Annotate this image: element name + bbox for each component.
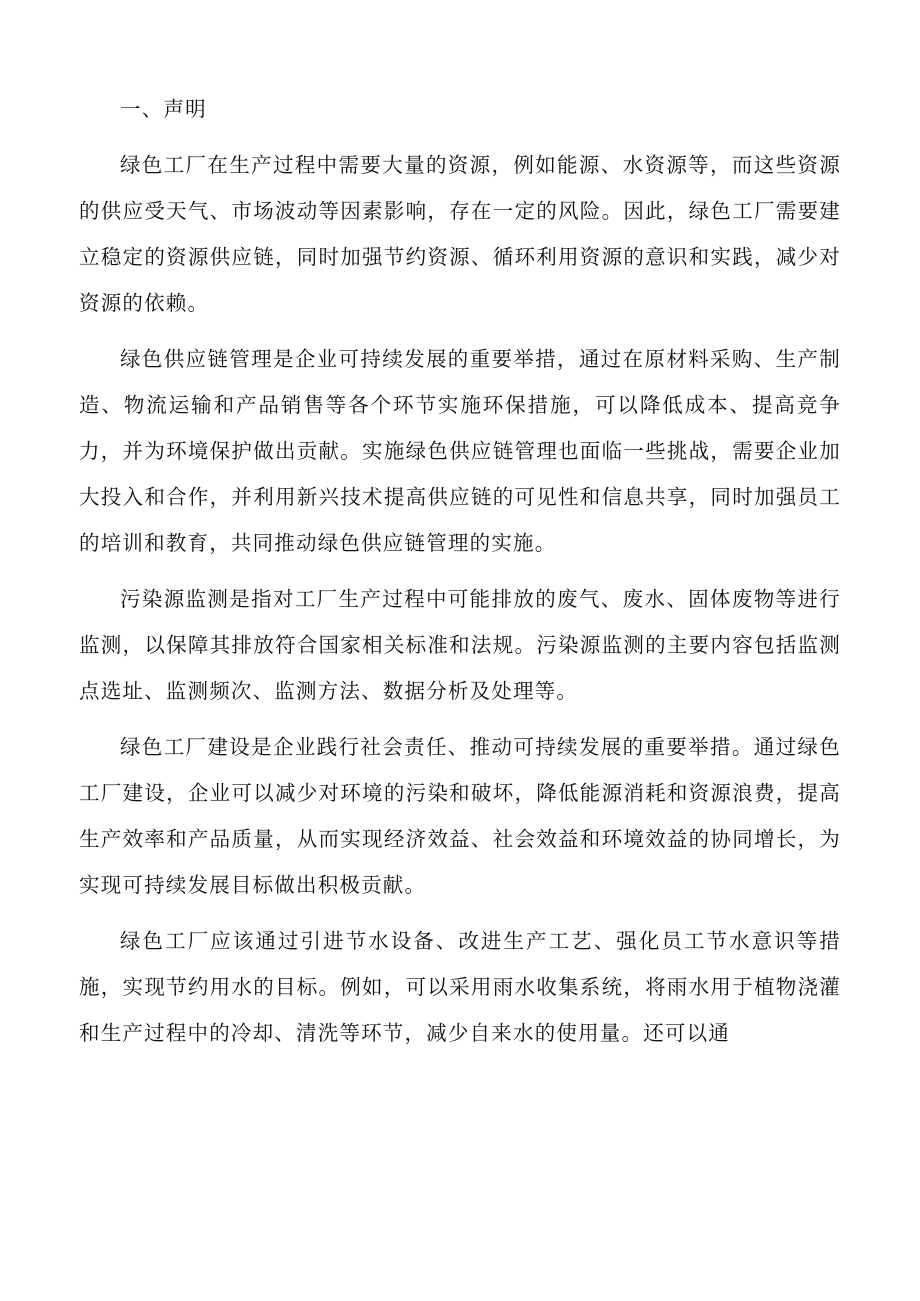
document-page [79, 86, 841, 1066]
paragraph-pollution-monitoring: 污染源监测是指对工厂生产过程中可能排放的废气、废水、固体废物等进行监测，以保障其排放符合国家相关标准和法规。污染源监测的主要内容包括监测点选址、监测频次、监测方法、数据分析及处理等。 [79, 587, 841, 703]
section-heading: 一、声明 [120, 97, 207, 121]
paragraph-resource-supply: 绿色工厂在生产过程中需要大量的资源，例如能源、水资源等，而这些资源的供应受天气、市场波动等因素影响，存在一定的风险。因此，绿色工厂需要建立稳定的资源供应链，同时加强节约资源、循环利用资源的意识和实践，减少对资源的依赖。 [79, 153, 841, 315]
paragraph-green-supply-chain: 绿色供应链管理是企业可持续发展的重要举措，通过在原材料采购、生产制造、物流运输和产品销售等各个环节实施环保措施，可以降低成本、提高竞争力，并为环境保护做出贡献。实施绿色供应链管理也面临一些挑战，需要企业加大投入和合作，并利用新兴技术提高供应链的可见性和信息共享，同时加强员工的培训和教育，共同推动绿色供应链管理的实施。 [79, 347, 841, 555]
paragraph-green-factory-construction: 绿色工厂建设是企业践行社会责任、推动可持续发展的重要举措。通过绿色工厂建设，企业可以减少对环境的污染和破坏，降低能源消耗和资源浪费，提高生产效率和产品质量，从而实现经济效益、社会效益和环境效益的协同增长，为实现可持续发展目标做出积极贡献。 [79, 735, 841, 897]
paragraph-water-saving: 绿色工厂应该通过引进节水设备、改进生产工艺、强化员工节水意识等措施，实现节约用水的目标。例如，可以采用雨水收集系统，将雨水用于植物浇灌和生产过程中的冷却、清洗等环节，减少自来水的使用量。还可以通 [79, 929, 841, 1045]
